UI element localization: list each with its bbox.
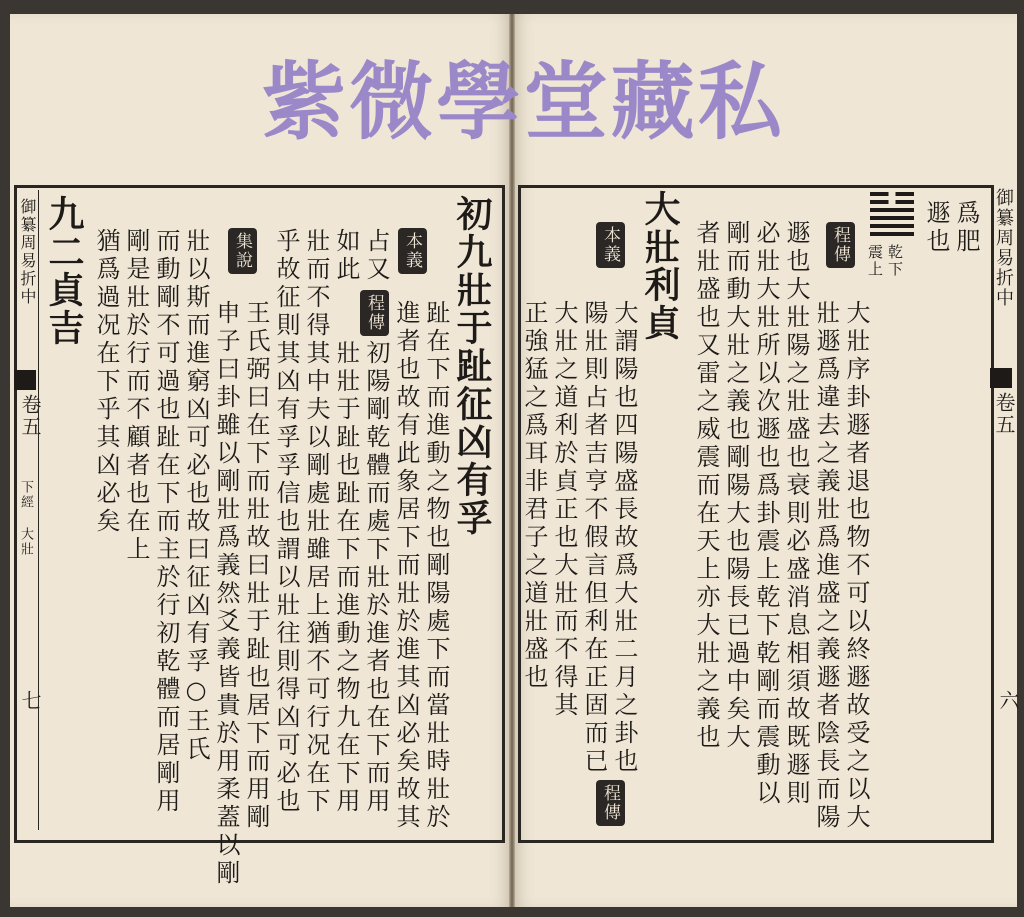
seal-char-4: 堂 bbox=[523, 52, 608, 151]
left-col-6: 壯壯于趾也趾在下而進動之物九在下用 bbox=[332, 340, 360, 816]
fishtail-mark-right bbox=[990, 368, 1012, 388]
seal-char-2: 微 bbox=[349, 52, 434, 151]
left-col-3: 占又 bbox=[362, 228, 390, 284]
right-col-10: 正強猛之爲耳非君子之道壯盛也 bbox=[520, 300, 548, 692]
left-margin-title: 御纂周易折中 bbox=[18, 198, 37, 306]
right-col-6: 者壯盛也又雷之威震而在天上亦大壯之義也 bbox=[692, 220, 720, 752]
left-col-1: 趾在下而進動之物也剛陽處下而當壯時壯於 bbox=[422, 300, 450, 832]
collector-seal bbox=[262, 52, 782, 152]
left-col-13: 剛是壯於行而不顧者也在上 bbox=[122, 228, 150, 564]
left-col-7: 壯而不得其中夫以剛處壯雖居上猶不可行况在下 bbox=[302, 228, 330, 816]
left-column-rule bbox=[38, 190, 39, 830]
right-col-7: 大謂陽也四陽盛長故爲大壯二月之卦也 bbox=[610, 300, 638, 776]
right-margin-title: 御纂周易折中 bbox=[993, 188, 1014, 308]
left-col-9: 王氏弼曰在下而壯故曰壯于趾也居下而用剛 bbox=[242, 300, 270, 832]
hexagram-label-upper: 震上 bbox=[866, 244, 884, 278]
left-col-8: 乎故征則其凶有孚孚信也謂以壯往則得凶可必也 bbox=[272, 228, 300, 816]
right-col-5: 剛而動大壯之義也剛陽大也陽長已過中矣大 bbox=[722, 220, 750, 752]
right-top-col-2: 遯也 bbox=[922, 200, 950, 256]
left-col-12: 而動剛不可過也趾在下而主於行初乾體而居剛用 bbox=[152, 228, 180, 816]
left-margin-volume: 卷五 bbox=[18, 394, 42, 438]
left-col-2: 進者也故有此象居下而壯於進其凶必矣故其 bbox=[392, 300, 420, 832]
right-col-4: 必壯大壯所以次遯也爲卦震上乾下乾剛而震動以 bbox=[752, 220, 780, 808]
benyi-tag-right: 本義 bbox=[596, 222, 625, 268]
dazhuang-heading: 大壯利貞 bbox=[639, 190, 681, 342]
left-col-4: 初陽剛乾體而處下壯於進者也在下而用 bbox=[362, 340, 390, 816]
dazhuang-hexagram-icon bbox=[870, 192, 914, 240]
line-chu9-heading: 初九壯于趾征凶有孚 bbox=[451, 195, 493, 537]
right-margin-page-no: 六 bbox=[996, 690, 1020, 712]
chengzhuan-tag-left: 程傳 bbox=[360, 290, 389, 336]
right-top-col-1: 爲肥 bbox=[952, 200, 980, 256]
hexagram-label-lower: 乾下 bbox=[886, 244, 904, 278]
jishuo-tag: 集說 bbox=[228, 228, 257, 274]
seal-char-1: 紫 bbox=[262, 52, 347, 151]
chengzhuan-tag-right-2: 程傳 bbox=[596, 780, 625, 826]
left-col-14: 猶爲過况在下乎其凶必矣 bbox=[92, 228, 120, 536]
right-col-9: 大壯之道利於貞正也大壯而不得其 bbox=[550, 300, 578, 720]
seal-char-6: 私 bbox=[697, 52, 782, 151]
line-92-heading: 九二貞吉 bbox=[43, 195, 85, 347]
seal-char-5: 藏 bbox=[610, 52, 695, 151]
right-col-2: 壯遯爲違去之義壯爲進盛之義遯者陰長而陽 bbox=[812, 300, 840, 832]
left-col-5: 如此 bbox=[332, 228, 360, 284]
right-col-1: 大壯序卦遯者退也物不可以終遯故受之以大 bbox=[842, 300, 870, 832]
seal-char-3: 學 bbox=[436, 52, 521, 151]
left-margin-page-no: 七 bbox=[18, 690, 42, 712]
right-margin-volume: 卷五 bbox=[992, 392, 1016, 436]
fishtail-mark bbox=[14, 370, 36, 390]
left-col-10: 申子曰卦雖以剛壯爲義然爻義皆貴於用柔蓋以剛 bbox=[212, 300, 240, 888]
chengzhuan-tag-right: 程傳 bbox=[826, 222, 855, 268]
left-col-11: 壯以斯而進窮凶可必也故曰征凶有孚○王氏 bbox=[182, 228, 210, 764]
left-margin-section: 下經 大壯 bbox=[18, 480, 33, 557]
benyi-tag-left: 本義 bbox=[398, 228, 427, 274]
right-col-8: 陽壯則占者吉亨不假言但利在正固而已 bbox=[580, 300, 608, 776]
right-col-3: 遯也大壯陽之壯盛也衰則必盛消息相須故既遯則 bbox=[782, 220, 810, 808]
